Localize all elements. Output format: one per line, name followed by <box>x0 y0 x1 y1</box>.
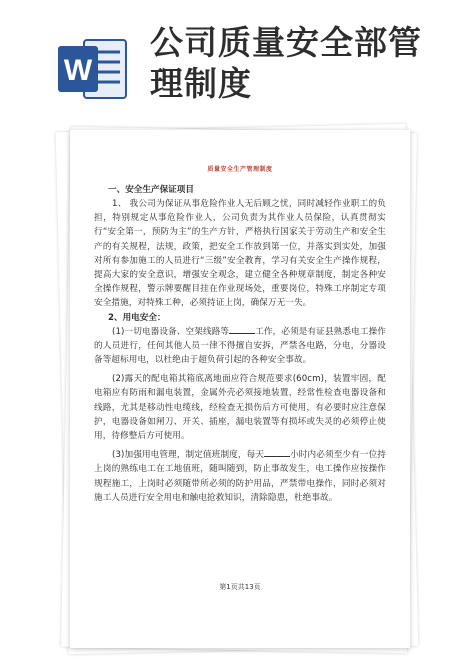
paragraph-item2-1 <box>94 325 386 368</box>
word-icon-letter: W <box>63 54 93 87</box>
fill-blank <box>264 448 290 457</box>
document-title: 质量安全生产管理制度 <box>207 166 273 173</box>
paragraph-item2-1-end: 工作，必须是有证县熟悉电工操作的人员进行，任何其他人员一律不得擅自安拆，严禁各电路，分电，分器设备等超标用电，以杜绝由于超负荷引起的各种安全事故。 <box>94 326 386 366</box>
word-icon <box>58 36 128 102</box>
banner <box>0 0 474 120</box>
subsection-heading: 2、用电安全： <box>108 312 166 323</box>
fill-blank <box>229 325 255 334</box>
paragraph-item2-1-start: (1)一切电器设备、空架线路等 <box>112 326 230 337</box>
paragraph-item1: 1、 我公司为保证从事危险作业人无后顾之忧，同时减轻作业职工的负担，特别规定从事危险作业人，公司负责为其作业人员保险，认真贯彻实行“安全第一，预防为主”的生产方针，严格执行国家关于劳动生产和安全生产的有关规程，法规，政策，把安全工作放到第一位，并落实到实处，加强对所有参加施工的人员进行“三级”安全教育，学习有关安全生产操作规程，提高大家的安全意识，增强安全观念，建立健全各种规章制度，制定各种安全操作规程，警示牌要醒目挂在作业现场处，重要岗位，特殊工序制定专项安全措施，对特殊工种，必须持证上岗，确保万无一失。 <box>94 199 386 309</box>
paragraph-item2-3-start: (3)加强用电管理，制定值班制度，每天 <box>112 450 265 461</box>
document-page <box>70 130 410 648</box>
section-heading: 一、安全生产保证项目 <box>108 185 194 195</box>
banner-title-line1: 公司质量安全部管 <box>150 23 422 62</box>
paragraph-item2-2: (2)露天的配电箱其箱底离地面应符合规范要求(60cm)，装置牢固，配电箱应有防雨和漏电装置，金属外壳必须接地装置，经常性检查电器设备和线路，尤其是移动性电缆线，经检查无损伤后方可使用，有必要时应注意保护，电器设备如闸刀、开关、插座，漏电装置等有损坏或失灵的必须停止使用，待修整后方可使用。 <box>94 374 386 442</box>
paragraph-item2-3-end: 小时内必须至少有一位持上岗的熟练电工在工地值班，随叫随到，防止事故发生，电工操作应按操作规程施工，上岗时必须随带所必须的防护用品，严禁带电操作，同时必须对施工人员进行安全用电和触电抢救知识，清除隐患，杜绝事故。 <box>94 450 387 503</box>
banner-title <box>150 22 450 104</box>
page-number: 第1页共13页 <box>219 583 261 591</box>
paragraph-item2-3 <box>94 448 386 505</box>
banner-title-line2: 理制度 <box>150 64 252 103</box>
